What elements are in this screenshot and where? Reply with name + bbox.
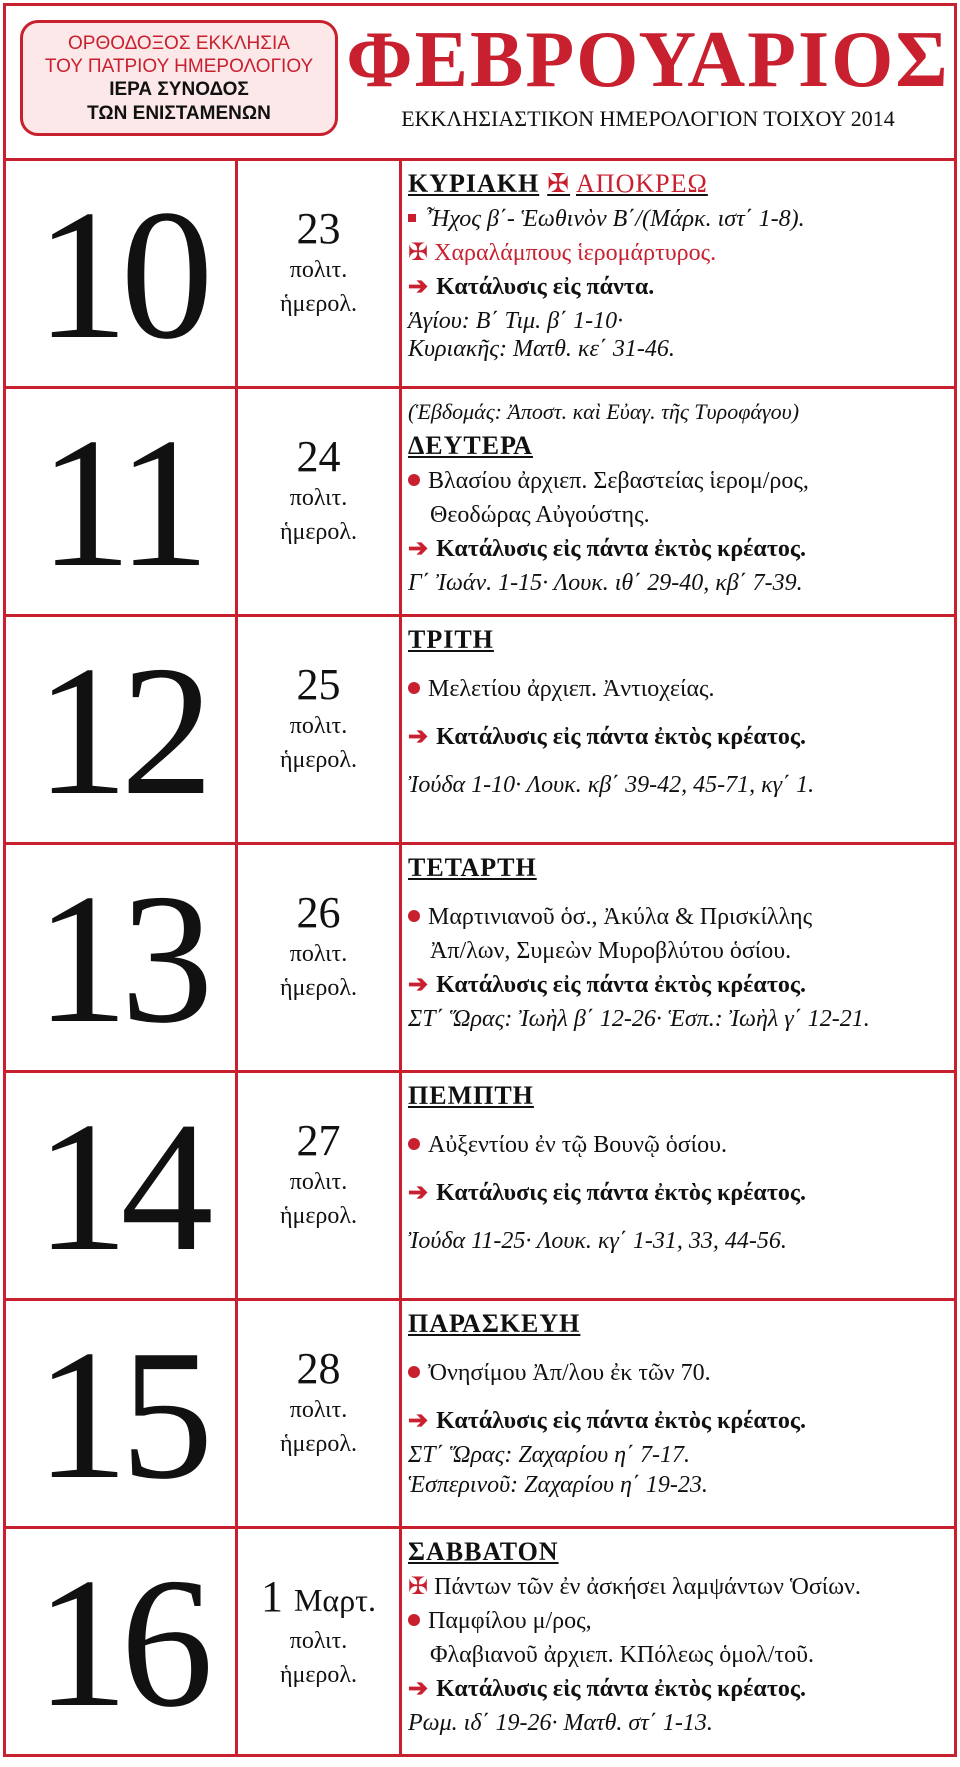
old-calendar-date bbox=[238, 1301, 402, 1526]
day-name: ΤΕΤΑΡΤΗ bbox=[408, 853, 537, 882]
fasting-text: Κατάλυσις εἰς πάντα ἐκτὸς κρέατος. bbox=[436, 1408, 807, 1434]
day-row-10 bbox=[6, 161, 954, 389]
church-line-2: ΤΟΥ ΠΑΤΡΙΟΥ ΗΜΕΡΟΛΟΓΙΟΥ bbox=[44, 56, 314, 77]
saint-line-1: Βλασίου ἀρχιεπ. Σεβαστείας ἱερομ/ρος, bbox=[428, 468, 809, 494]
week-note: (Ἑβδομάς: Ἀποστ. καὶ Εὐαγ. τῆς Τυροφάγου) bbox=[408, 399, 800, 424]
reading-line-1: Ἰούδα 1-10· Λουκ. κβ΄ 39-42, 45-71, κγ΄ 1. bbox=[408, 772, 815, 798]
old-label-civil: πολιτ. bbox=[289, 941, 348, 967]
reading-line-1: ΣΤ΄ Ὥρας: Ἰωὴλ β΄ 12-26· Ἑσπ.: Ἰωὴλ γ΄ 12-21. bbox=[408, 1006, 870, 1032]
day-number: 10 bbox=[6, 161, 238, 386]
saint-line-1: Αὐξεντίου ἐν τῷ Βουνῷ ὁσίου. bbox=[428, 1132, 728, 1158]
old-day: 27 bbox=[296, 1116, 341, 1165]
red-dot-icon bbox=[408, 910, 420, 922]
fasting-text: Κατάλυσις εἰς πάντα ἐκτὸς κρέατος. bbox=[436, 536, 807, 562]
red-dot-icon bbox=[408, 682, 420, 694]
day-name: ΠΕΜΠΤΗ bbox=[408, 1081, 534, 1110]
day-name-text: ΚΥΡΙΑΚΗ bbox=[408, 169, 540, 198]
old-day: 25 bbox=[296, 660, 341, 709]
old-label-civil: πολιτ. bbox=[289, 257, 348, 283]
old-calendar-date bbox=[238, 389, 402, 614]
old-label-calendar: ἡμερολ. bbox=[279, 291, 358, 317]
fasting-text: Κατάλυσις εἰς πάντα. bbox=[436, 274, 655, 300]
feast-text: ΑΠΟΚΡΕΩ bbox=[576, 169, 708, 198]
cross-icon: ✠ bbox=[408, 240, 429, 266]
square-bullet-icon bbox=[408, 214, 416, 222]
saint-line-1: Ὀνησίμου Ἀπ/λου ἐκ τῶν 70. bbox=[428, 1360, 711, 1386]
saint-line-1: Μελετίου ἀρχιεπ. Ἀντιοχείας. bbox=[428, 676, 715, 702]
day-content bbox=[408, 395, 950, 600]
arrow-icon: ➔ bbox=[408, 724, 429, 750]
old-label-civil: πολιτ. bbox=[289, 1397, 348, 1423]
old-label-civil: πολιτ. bbox=[289, 1628, 348, 1654]
reading-line-1: Γ΄ Ἰωάν. 1-15· Λουκ. ιθ΄ 29-40, κβ΄ 7-39. bbox=[408, 570, 803, 596]
old-label-calendar: ἡμερολ. bbox=[279, 1431, 358, 1457]
red-dot-icon bbox=[408, 1614, 420, 1626]
day-content bbox=[408, 1307, 950, 1502]
day-row-16 bbox=[6, 1529, 954, 1757]
old-calendar-date bbox=[238, 1529, 402, 1757]
old-calendar-date bbox=[238, 1073, 402, 1298]
calendar-page bbox=[3, 3, 957, 1757]
old-day: 24 bbox=[296, 432, 341, 481]
day-content bbox=[408, 1079, 950, 1258]
day-content bbox=[408, 167, 950, 366]
red-dot-icon bbox=[408, 1138, 420, 1150]
arrow-icon: ➔ bbox=[408, 536, 429, 562]
old-label-calendar: ἡμερολ. bbox=[279, 747, 358, 773]
old-day: 23 bbox=[296, 204, 341, 253]
day-number: 11 bbox=[6, 389, 238, 614]
day-number: 12 bbox=[6, 617, 238, 842]
old-calendar-date bbox=[238, 161, 402, 386]
old-label-civil: πολιτ. bbox=[289, 485, 348, 511]
day-row-12 bbox=[6, 617, 954, 845]
old-label-calendar: ἡμερολ. bbox=[279, 1203, 358, 1229]
red-dot-icon bbox=[408, 474, 420, 486]
day-number: 13 bbox=[6, 845, 238, 1070]
old-label-civil: πολιτ. bbox=[289, 1169, 348, 1195]
reading-line-2: Κυριακῆς: Ματθ. κε΄ 31-46. bbox=[408, 336, 675, 362]
saint-line-2: Φλαβιανοῦ ἀρχιεπ. ΚΠόλεως ὁμολ/τοῦ. bbox=[430, 1642, 814, 1668]
church-label-box bbox=[20, 20, 338, 136]
fasting-text: Κατάλυσις εἰς πάντα ἐκτὸς κρέατος. bbox=[436, 1180, 807, 1206]
saint-line-1: Μαρτινιανοῦ ὁσ., Ἀκύλα & Πρισκίλλης bbox=[428, 904, 813, 930]
church-line-3: ΙΕΡΑ ΣΥΝΟΔΟΣ bbox=[109, 79, 249, 100]
saint-text: Χαραλάμπους ἱερομάρτυρος. bbox=[434, 240, 717, 266]
day-number: 15 bbox=[6, 1301, 238, 1526]
old-calendar-date bbox=[238, 617, 402, 842]
calendar-subtitle: ΕΚΚΛΗΣΙΑΣΤΙΚΟΝ ΗΜΕΡΟΛΟΓΙΟΝ ΤΟΙΧΟΥ 2014 bbox=[401, 106, 895, 131]
day-row-11 bbox=[6, 389, 954, 617]
day-content bbox=[408, 623, 950, 802]
day-number: 14 bbox=[6, 1073, 238, 1298]
arrow-icon: ➔ bbox=[408, 972, 429, 998]
reading-line-2: Ἑσπερινοῦ: Ζαχαρίου η΄ 19-23. bbox=[408, 1472, 708, 1498]
tone-text: Ἦχος β΄- Ἑωθινὸν Β΄/(Μάρκ. ιστ΄ 1-8). bbox=[426, 206, 805, 232]
month-title: ΦΕΒΡΟΥΑΡΙΟΣ bbox=[346, 16, 950, 104]
calendar-header bbox=[6, 6, 954, 161]
fasting-text: Κατάλυσις εἰς πάντα ἐκτὸς κρέατος. bbox=[436, 724, 807, 750]
old-day-number: 1 bbox=[260, 1572, 283, 1621]
day-row-14 bbox=[6, 1073, 954, 1301]
feast-label bbox=[547, 169, 708, 198]
day-number: 16 bbox=[6, 1529, 238, 1757]
saint-line-2: Θεοδώρας Αὐγούστης. bbox=[430, 502, 650, 528]
day-content bbox=[408, 1535, 950, 1740]
day-name: ΣΑΒΒΑΤΟΝ bbox=[408, 1537, 559, 1566]
red-dot-icon bbox=[408, 1366, 420, 1378]
church-line-4: ΤΩΝ ΕΝΙΣΤΑΜΕΝΩΝ bbox=[87, 103, 271, 124]
old-label-calendar: ἡμερολ. bbox=[279, 1662, 358, 1688]
fasting-text: Κατάλυσις εἰς πάντα ἐκτὸς κρέατος. bbox=[436, 972, 807, 998]
reading-line-1: ΣΤ΄ Ὥρας: Ζαχαρίου η΄ 7-17. bbox=[408, 1442, 691, 1468]
day-content bbox=[408, 851, 950, 1036]
arrow-icon: ➔ bbox=[408, 1676, 429, 1702]
arrow-icon: ➔ bbox=[408, 274, 429, 300]
day-name: ΔΕΥΤΕΡΑ bbox=[408, 431, 533, 460]
day-name: ΤΡΙΤΗ bbox=[408, 625, 494, 654]
old-label-civil: πολιτ. bbox=[289, 713, 348, 739]
reading-line-1: Ἰούδα 11-25· Λουκ. κγ΄ 1-31, 33, 44-56. bbox=[408, 1228, 787, 1254]
saint-line-2: Ἀπ/λων, Συμεὼν Μυροβλύτου ὁσίου. bbox=[430, 938, 792, 964]
old-day: 28 bbox=[296, 1344, 341, 1393]
reading-line-1: Ρωμ. ιδ΄ 19-26· Ματθ. στ΄ 1-13. bbox=[408, 1710, 713, 1736]
church-line-1: ΟΡΘΟΔΟΞΟΣ ΕΚΚΛΗΣΙΑ bbox=[68, 33, 290, 54]
day-name: ΠΑΡΑΣΚΕΥΗ bbox=[408, 1309, 581, 1338]
old-label-calendar: ἡμερολ. bbox=[279, 519, 358, 545]
old-calendar-date bbox=[238, 845, 402, 1070]
cross-icon: ✠ bbox=[547, 169, 571, 198]
feast-saint-text: Πάντων τῶν ἐν ἀσκήσει λαμψάντων Ὁσίων. bbox=[434, 1574, 861, 1600]
reading-line-1: Ἁγίου: Β΄ Τιμ. β΄ 1-10· bbox=[408, 308, 624, 334]
old-day: 26 bbox=[296, 888, 341, 937]
old-month: Μαρτ. bbox=[293, 1582, 377, 1618]
saint-line-1: Παμφίλου μ/ρος, bbox=[428, 1608, 592, 1634]
day-row-15 bbox=[6, 1301, 954, 1529]
arrow-icon: ➔ bbox=[408, 1408, 429, 1434]
old-label-calendar: ἡμερολ. bbox=[279, 975, 358, 1001]
arrow-icon: ➔ bbox=[408, 1180, 429, 1206]
day-row-13 bbox=[6, 845, 954, 1073]
fasting-text: Κατάλυσις εἰς πάντα ἐκτὸς κρέατος. bbox=[436, 1676, 807, 1702]
day-name bbox=[408, 169, 708, 198]
old-day bbox=[238, 1573, 399, 1624]
cross-icon: ✠ bbox=[408, 1574, 429, 1600]
